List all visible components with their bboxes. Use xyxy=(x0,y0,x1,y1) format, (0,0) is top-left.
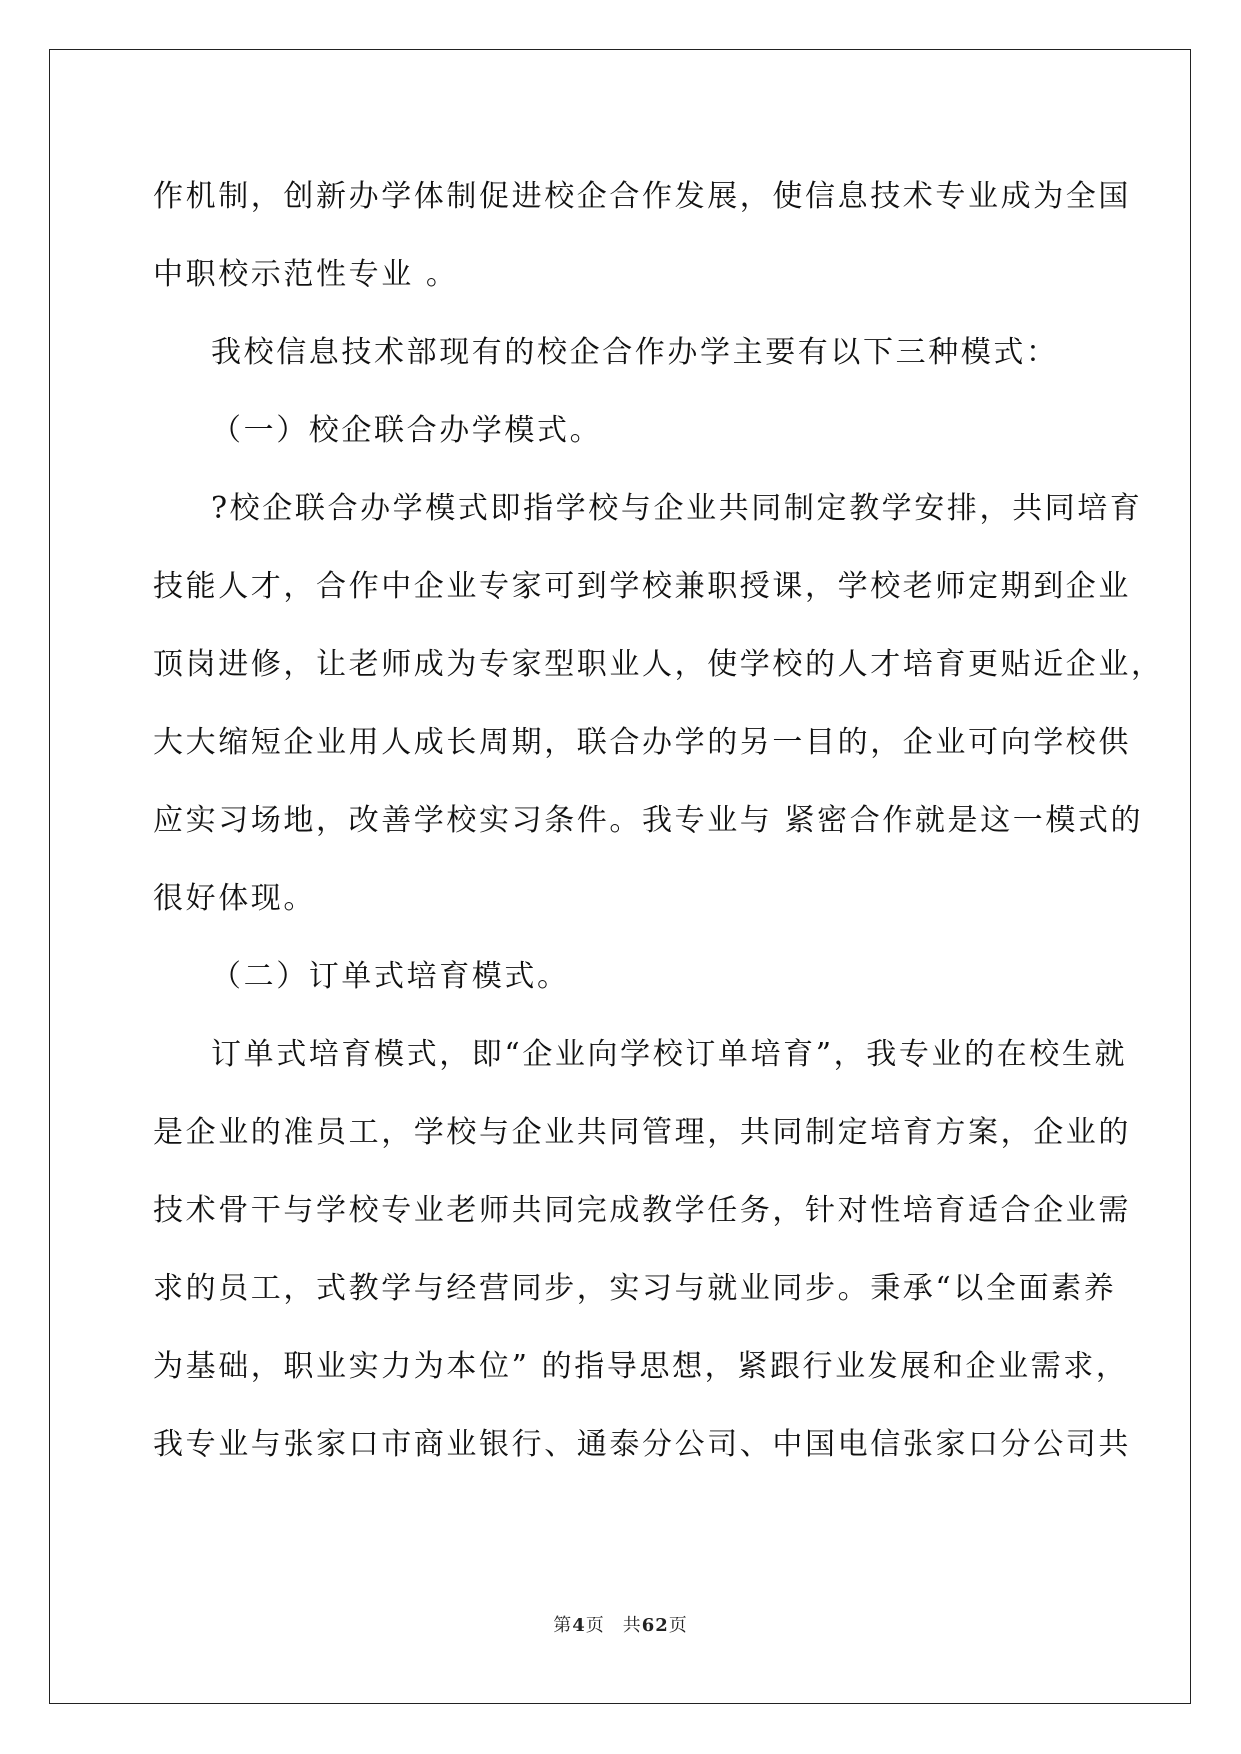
document-body xyxy=(153,158,1164,1484)
text-line: 应实习场地，改善学校实习条件。我专业与 紧密合作就是这一模式的 xyxy=(153,803,1144,838)
text-line: 顶岗进修，让老师成为专家型职业人，使学校的人才培育更贴近企业， xyxy=(153,647,1164,682)
text-line: 很好体现。 xyxy=(153,881,316,916)
text-line: 技术骨干与学校专业老师共同完成教学任务，针对性培育适合企业需 xyxy=(153,1193,1131,1228)
footer-total-prefix: 共 xyxy=(622,1615,642,1636)
footer-prefix: 第 xyxy=(553,1615,573,1636)
text-line: 作机制，创新办学体制促进校企合作发展，使信息技术专业成为全国 xyxy=(153,179,1131,214)
section-heading: （二）订单式培育模式。 xyxy=(211,959,570,994)
total-pages: 62 xyxy=(641,1615,669,1636)
text-line: 是企业的准员工，学校与企业共同管理，共同制定培育方案，企业的 xyxy=(153,1115,1131,1150)
text-line: 技能人才，合作中企业专家可到学校兼职授课，学校老师定期到企业 xyxy=(153,569,1131,604)
page-number: 4 xyxy=(572,1615,586,1636)
section-heading: （一）校企联合办学模式。 xyxy=(211,413,603,448)
text-line: 中职校示范性专业 。 xyxy=(153,257,459,292)
page-footer xyxy=(0,1611,1241,1637)
text-line: 大大缩短企业用人成长周期，联合办学的另一目的，企业可向学校供 xyxy=(153,725,1131,760)
paragraph-first-line: ?校企联合办学模式即指学校与企业共同制定教学安排，共同培育 xyxy=(211,491,1143,526)
paragraph-first-line: 订单式培育模式，即“企业向学校订单培育”，我专业的在校生就 xyxy=(211,1037,1128,1072)
text-line: 为基础，职业实力为本位” 的指导思想，紧跟行业发展和企业需求， xyxy=(153,1349,1129,1384)
footer-total-unit: 页 xyxy=(668,1615,688,1636)
footer-page-unit: 页 xyxy=(585,1615,605,1636)
text-line: 求的员工，式教学与经营同步，实习与就业同步。秉承“以全面素养 xyxy=(153,1271,1117,1306)
paragraph-first-line: 我校信息技术部现有的校企合作办学主要有以下三种模式： xyxy=(211,335,1059,370)
text-line: 我专业与张家口市商业银行、通泰分公司、中国电信张家口分公司共 xyxy=(153,1427,1131,1462)
